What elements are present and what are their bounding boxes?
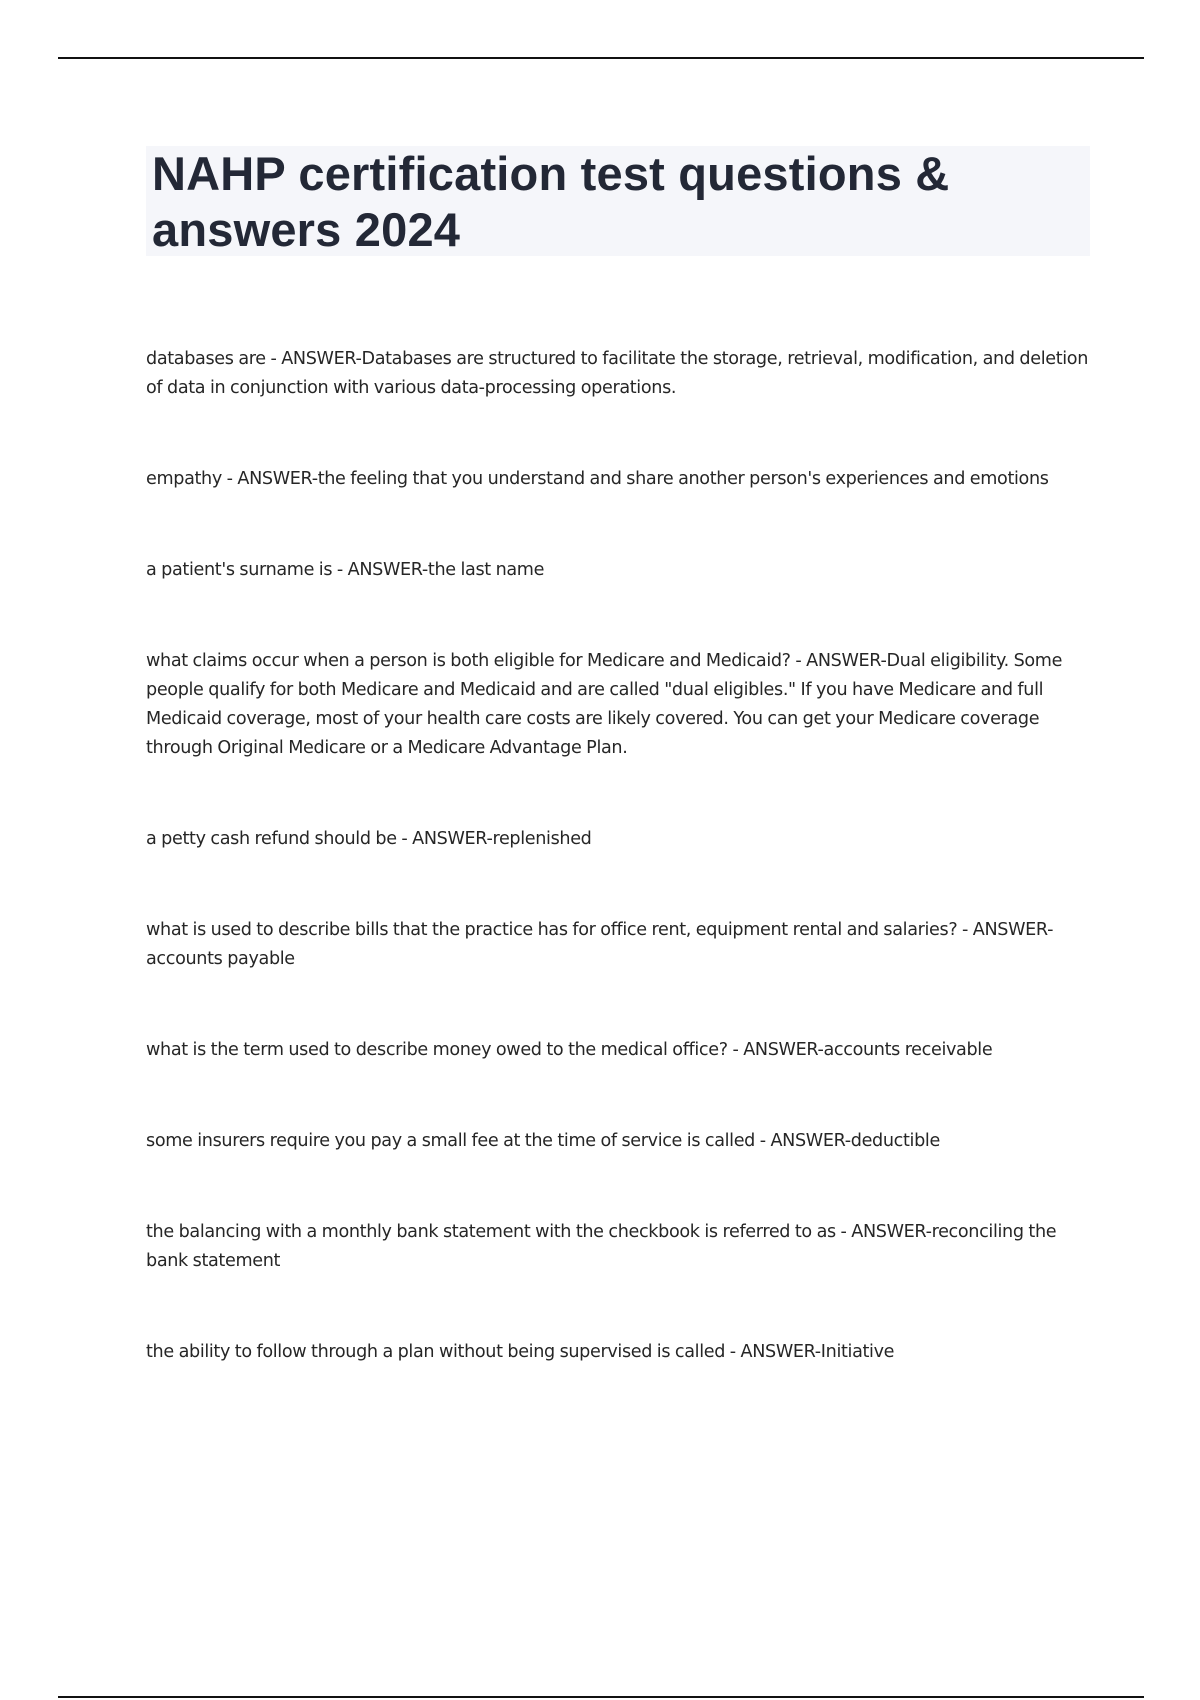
qa-item-reconciling: the balancing with a monthly bank statement with the checkbook is referred to as - ANSWER-reconciling the bank statement <box>146 1222 1057 1271</box>
footer-rule <box>58 1696 1144 1698</box>
qa-list <box>146 345 1090 1429</box>
title-block <box>146 146 1090 256</box>
document-title: NAHP certification test questions & answers 2024 <box>152 147 950 256</box>
qa-item-deductible: some insurers require you pay a small fee at the time of service is called - ANSWER-deductible <box>146 1131 940 1151</box>
qa-item-dual-eligibility: what claims occur when a person is both eligible for Medicare and Medicaid? - ANSWER-Dual eligibility. Some people qualify for both Medicare and Medicaid and are called "dual eligibles." If you have Medicare and full Medicaid coverage, most of your health care costs are likely covered. You can get your Medicare coverage through Original Medicare or a Medicare Advantage Plan. <box>146 651 1063 758</box>
qa-item-petty-cash: a petty cash refund should be - ANSWER-replenished <box>146 829 592 849</box>
qa-item-initiative: the ability to follow through a plan without being supervised is called - ANSWER-Initiative <box>146 1342 895 1362</box>
qa-item-databases: databases are - ANSWER-Databases are structured to facilitate the storage, retrieval, modification, and deletion of data in conjunction with various data-processing operations. <box>146 349 1089 398</box>
header-rule <box>58 57 1144 59</box>
qa-item-accounts-receivable: what is the term used to describe money owed to the medical office? - ANSWER-accounts receivable <box>146 1040 993 1060</box>
qa-item-accounts-payable: what is used to describe bills that the practice has for office rent, equipment rental and salaries? - ANSWER-accounts payable <box>146 920 1054 969</box>
qa-item-empathy: empathy - ANSWER-the feeling that you understand and share another person's experiences and emotions <box>146 469 1049 489</box>
qa-item-surname: a patient's surname is - ANSWER-the last name <box>146 560 545 580</box>
